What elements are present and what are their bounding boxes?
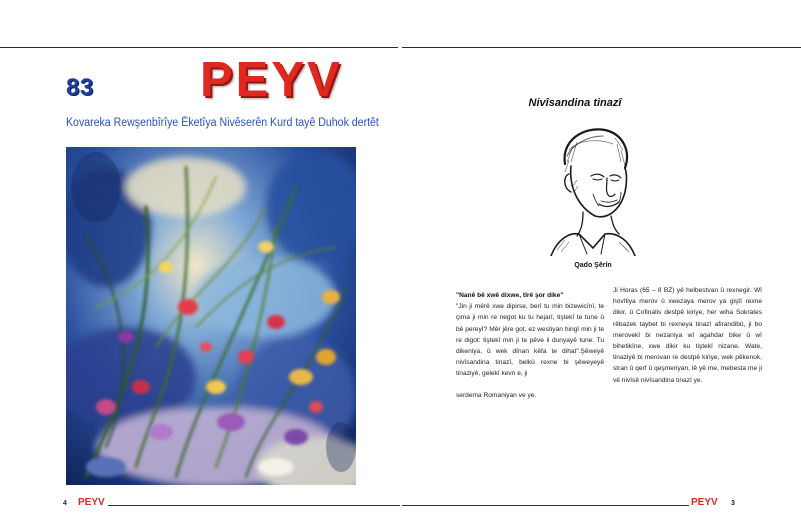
column-1-paragraph-2: serdema Romaniyan ve ye. bbox=[456, 391, 537, 399]
lead-quote: "Nanê bê xwê dixwe, tîrê şor dike" bbox=[456, 292, 564, 299]
magazine-title: PEYV bbox=[200, 53, 343, 107]
article-column-2 bbox=[613, 285, 762, 386]
author-caption: Qado Şêrîn bbox=[574, 262, 612, 269]
header-rule-left bbox=[0, 47, 398, 48]
author-portrait bbox=[543, 116, 638, 256]
header-rule-right bbox=[402, 47, 801, 48]
right-page-number: 3 bbox=[731, 500, 735, 507]
right-footer-brand: PEYV bbox=[691, 497, 718, 508]
cover-painting-graphic bbox=[66, 147, 356, 485]
article-title: Nivîsandina tinazî bbox=[528, 97, 622, 109]
left-footer-brand: PEYV bbox=[78, 497, 105, 508]
column-2-paragraph: Ji Horas (65 – 8 BZ) yê helbestvan û rexnegir. Wî hovîtiya merov û xwezaya merov ya giştî rexne dikir, û Cofinalis destpê kiriye, her wiha Sokrates rêbazek taybet bi rexneya tinazî afirandibû, ji bo merovekî bi nezaniya wî agahdar bike û wî bihetikîne, xwe dikir ku tiştekî nizane. Wate, tinaziyê bi merovan re destpê kiriye, wek pêkenok, stran û qerf û qeşmeriyan, lê yê me, mebesta me ji vê nivîsê nivîsandina tinazî ye. bbox=[613, 287, 762, 384]
cover-painting bbox=[66, 147, 356, 485]
author-portrait-sketch bbox=[543, 116, 638, 256]
right-footer-rule bbox=[402, 505, 689, 506]
article-column-1 bbox=[456, 290, 604, 401]
issue-number: 83 bbox=[66, 74, 94, 101]
left-footer-rule bbox=[108, 505, 400, 506]
left-page-number: 4 bbox=[63, 500, 67, 507]
magazine-subtitle: Kovareka Rewşenbîrîye Êketîya Nivêserên Kurd tayê Duhok dertêt bbox=[66, 117, 379, 129]
column-1-paragraph-1: "Jin ji mêrê xwe dipirse, berî tu min bizewicînî, te çima ji min re negot ku tu hejarî, tiştekî te tune û bê pereyî? Mêr jêre got, ez westiyan hingî min ji te re digot: tiştekî min ji te pêve li dunyayê tune. Tu dikeniya, û wek dînan kêfa te dihat".Şêweyê nivîsandina tinazî, belkû rexne bi şêweyeyê tinaziyê, gelekî kevn e, ji bbox=[456, 303, 604, 378]
